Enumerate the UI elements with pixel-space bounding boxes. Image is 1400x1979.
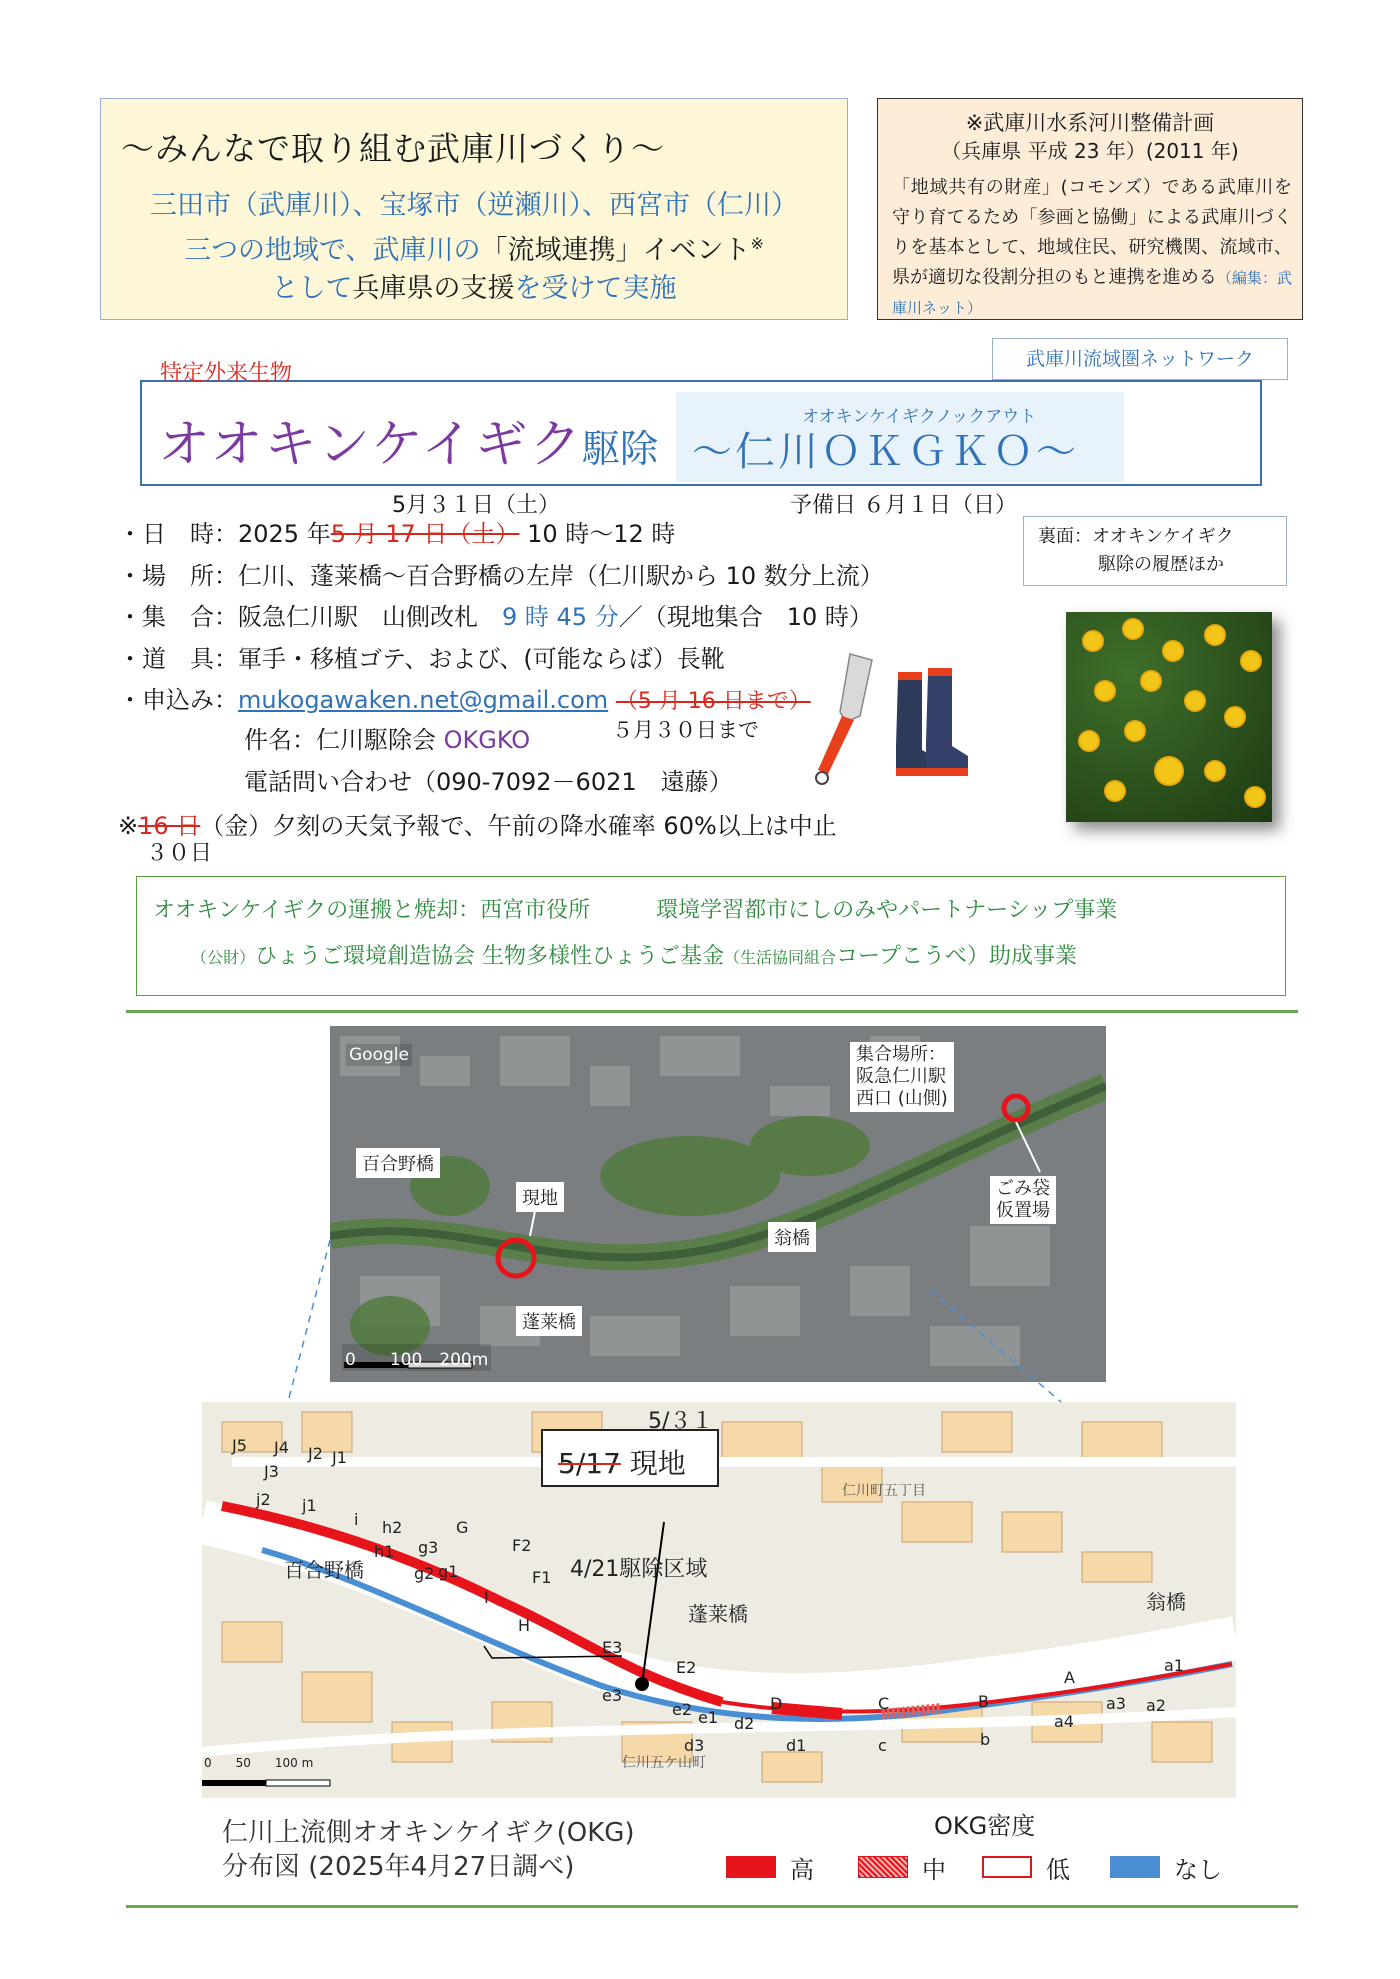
- seg-E2: E2: [676, 1658, 697, 1677]
- event-title: オオキンケイギク: [158, 415, 584, 475]
- seg-C: C: [878, 1694, 890, 1713]
- map-scale: 0 50 100 m: [204, 1756, 314, 1770]
- seg-G: G: [456, 1518, 469, 1537]
- theme-line-2: 三つの地域で、武庫川の「流域連携」イベント※: [184, 234, 764, 266]
- seg-H: H: [518, 1616, 531, 1635]
- seg-D: D: [770, 1694, 783, 1713]
- seg-d1: d1: [786, 1736, 807, 1755]
- seg-F1: F1: [532, 1568, 552, 1587]
- plan-body: 「地域共有の財産」(コモンズ）である武庫川を守り育てるため「参画と協働」による武庫川づくりを基本として、地域住民、研究機関、流域市、県が適切な役割分担のもと連携を進める（編集：武庫川ネット）: [892, 177, 1292, 317]
- new-deadline: ５月３０日まで: [612, 718, 759, 742]
- support-line-2: （公財）ひょうご環境創造協会 生物多様性ひょうご基金（生活協同組合コープこうべ）助成事業: [191, 944, 1077, 969]
- distribution-map: [202, 1402, 1236, 1798]
- support-line-1: オオキンケイギクの運搬と焼却：西宮市役所 環境学習都市にしのみやパートナーシップ事業: [153, 898, 1118, 923]
- legend-none-swatch: [1110, 1856, 1160, 1878]
- town-label-2: 仁川五ケ山町: [622, 1755, 706, 1771]
- seg-a2: a2: [1146, 1696, 1166, 1715]
- legend-low-swatch: [982, 1856, 1032, 1878]
- google-label: Google: [346, 1044, 412, 1066]
- plan-subheading: （兵庫県 平成 23 年）(2011 年): [941, 139, 1239, 163]
- legend-title: OKG密度: [934, 1812, 1036, 1840]
- legend-mid-swatch: [858, 1856, 908, 1878]
- new-date: 5月３１日（土）: [392, 493, 560, 518]
- tools-row: ・道 具：軍手・移植ゴテ、および、(可能ならば）長靴: [118, 645, 725, 673]
- aerial-scale: 0 100 200m: [342, 1344, 491, 1371]
- seg-d3: d3: [684, 1736, 705, 1755]
- seg-A: A: [1064, 1668, 1075, 1687]
- seg-a4: a4: [1054, 1712, 1074, 1731]
- seg-g2: g2: [414, 1564, 435, 1583]
- seg-J1: J1: [332, 1448, 347, 1467]
- subject-row: 件名：仁川駆除会 OKGKO: [244, 726, 531, 754]
- legend-low-label: 低: [1046, 1856, 1070, 1884]
- seg-e3: e3: [602, 1686, 623, 1705]
- seg-J2: J2: [308, 1444, 323, 1463]
- legend-mid-label: 中: [922, 1856, 946, 1884]
- email-link[interactable]: mukogawaken.net@gmail.com: [238, 686, 609, 714]
- legend: [726, 1850, 1266, 1890]
- seg-i: i: [354, 1510, 359, 1529]
- horai-bridge-label: 蓬莱橋: [516, 1306, 582, 1336]
- seg-J3: J3: [264, 1462, 279, 1481]
- spare-date: 予備日 ６月１日（日）: [790, 493, 1017, 518]
- ko-title: ～仁川ＯＫＧＫＯ～: [692, 429, 1079, 475]
- seg-g3: g3: [418, 1538, 439, 1557]
- seg-I: I: [484, 1588, 489, 1607]
- apply-row: ・申込み：mukogawaken.net@gmail.com （5 月 16 日まで）: [118, 686, 811, 714]
- town-label-1: 仁川町五丁目: [842, 1483, 926, 1499]
- seg-F2: F2: [512, 1536, 532, 1555]
- seg-h2: h2: [382, 1518, 403, 1537]
- yurino-bridge-label: 百合野橋: [356, 1148, 440, 1178]
- legend-none-label: なし: [1174, 1856, 1222, 1884]
- seg-b: b: [980, 1730, 991, 1749]
- seg-j2: j2: [256, 1490, 271, 1509]
- map-horai-label: 蓬莱橋: [688, 1602, 748, 1626]
- ko-ruby: オオキンケイギクノックアウト: [802, 407, 1037, 427]
- legend-high-label: 高: [790, 1856, 814, 1884]
- network-label: 武庫川流域圏ネットワーク: [992, 338, 1288, 380]
- site-label: 現地: [516, 1182, 564, 1212]
- seg-e2: e2: [672, 1700, 693, 1719]
- map-yurino-label: 百合野橋: [284, 1558, 364, 1582]
- seg-d2: d2: [734, 1714, 755, 1733]
- back-line-1: 裏面：オオキンケイギク: [1038, 526, 1234, 547]
- old-date: 5 月 17 日（土）: [330, 520, 520, 548]
- seg-j1: j1: [302, 1496, 317, 1515]
- date-row: ・日 時：2025 年5 月 17 日（土） 10 時～12 時: [118, 520, 676, 548]
- legend-high-swatch: [726, 1856, 776, 1878]
- old-deadline: （5 月 16 日まで）: [615, 689, 811, 714]
- theme-line-1: 三田市（武庫川）、宝塚市（逆瀬川）、西宮市（仁川）: [150, 190, 798, 221]
- map-new-date: 5/３１: [648, 1409, 714, 1434]
- divider-bottom: [126, 1905, 1298, 1908]
- category-label: 特定外来生物: [160, 361, 293, 386]
- seg-g1: g1: [438, 1562, 459, 1581]
- meet-row: ・集 合：阪急仁川駅 山側改札 9 時 45 分／（現地集合 10 時）: [118, 603, 873, 631]
- seg-e1: e1: [698, 1708, 719, 1727]
- removal-area-label: 4/21駆除区域: [570, 1557, 708, 1582]
- meeting-place-label: 集合場所： 阪急仁川駅 西口 (山側): [850, 1042, 954, 1112]
- note-new-date: ３０日: [146, 841, 213, 866]
- map-site-label: 5/17 現地: [558, 1447, 686, 1480]
- seg-B: B: [978, 1692, 989, 1711]
- place-row: ・場 所：仁川、蓬莱橋～百合野橋の左岸（仁川駅から 10 数分上流）: [118, 562, 884, 590]
- map-okina-label: 翁橋: [1146, 1590, 1186, 1614]
- plan-heading: ※武庫川水系河川整備計画: [965, 111, 1215, 135]
- seg-c: c: [878, 1736, 887, 1755]
- map-caption: 仁川上流側オオキンケイギク(OKG) 分布図 (2025年4月27日調べ): [222, 1818, 635, 1882]
- event-action: 駆除: [582, 427, 659, 471]
- weather-note: ※16 日（金）夕刻の天気予報で、午前の降水確率 60%以上は中止: [118, 812, 837, 840]
- seg-J4: J4: [274, 1438, 289, 1457]
- seg-a3: a3: [1106, 1694, 1126, 1713]
- okina-bridge-label: 翁橋: [768, 1222, 816, 1252]
- seg-h1: h1: [374, 1542, 395, 1561]
- phone-row: 電話問い合わせ（090-7092－6021 遠藤）: [244, 768, 733, 796]
- theme-title: ～みんなで取り組む武庫川づくり～: [121, 129, 665, 168]
- seg-E3: E3: [602, 1638, 623, 1657]
- plan-editor: （編集：武庫川ネット）: [892, 269, 1292, 317]
- garbage-place-label: ごみ袋 仮置場: [990, 1176, 1056, 1224]
- seg-J5: J5: [232, 1436, 247, 1455]
- seg-a1: a1: [1164, 1656, 1184, 1675]
- theme-line-3: として兵庫県の支援を受けて実施: [271, 273, 677, 304]
- back-line-2: 駆除の履歴ほか: [1098, 554, 1224, 575]
